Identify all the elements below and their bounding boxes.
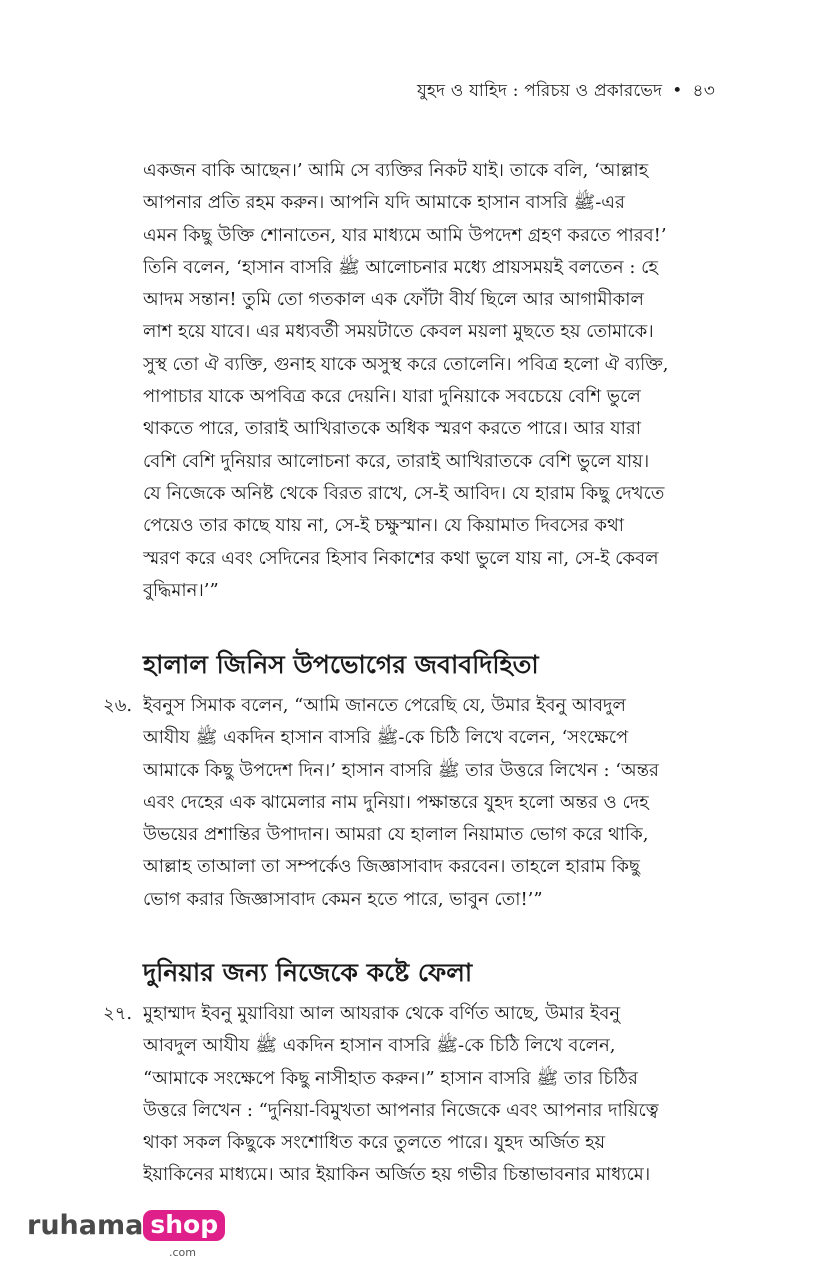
logo-text-ruhama: ruhama (27, 1210, 144, 1241)
text-line: স্মরণ করে এবং সেদিনের হিসাব নিকাশের কথা ভুলে যায় না, সে-ই কেবল (143, 547, 659, 569)
text-line: পেয়েও তার কাছে যায় না, সে-ই চক্ষুস্মান। যে কিয়ামাত দিবসের কথা (143, 515, 625, 537)
page-number: ৪৩ (692, 81, 715, 101)
text-line: ইয়াকিনের মাধ্যমে। আর ইয়াকিন অর্জিত হয় গভীর চিন্তাভাবনার মাধ্যমে। (143, 1164, 651, 1186)
text-line: পাপাচার যাকে অপবিত্র করে দেয়নি। যারা দুনিয়াকে সবচেয়ে বেশি ভুলে (143, 386, 641, 408)
text-line: এবং দেহের এক ঝামেলার নাম দুনিয়া। পক্ষান্তরে যুহদ হলো অন্তর ও দেহ (143, 791, 649, 813)
text-line: আল্লাহ তাআলা তা সম্পর্কেও জিজ্ঞাসাবাদ করবেন। তাহলে হারাম কিছু (143, 856, 640, 878)
logo-text-shop: shop (143, 1210, 225, 1241)
text-line: “আমাকে সংক্ষেপে কিছু নাসীহাত করুন।” হাসান বাসরি ﷺ তার চিঠির (143, 1067, 638, 1089)
section-heading: দুনিয়ার জন্য নিজেকে কষ্টে ফেলা (143, 958, 473, 987)
text-line: এমন কিছু উক্তি শোনাতেন, যার মাধ্যমে আমি উপদেশ গ্রহণ করতে পারব!’ (143, 224, 667, 246)
running-head (417, 78, 715, 106)
text-line: থাকা সকল কিছুকে সংশোধিত করে তুলতে পারে। যুহদ অর্জিত হয় (143, 1132, 606, 1154)
running-head-separator: • (672, 81, 683, 101)
text-line: যে নিজেকে অনিষ্ট থেকে বিরত রাখে, সে-ই আবিদ। যে হারাম কিছু দেখতে (143, 482, 665, 504)
item-number: ২৬. (103, 695, 133, 716)
text-line: বেশি বেশি দুনিয়ার আলোচনা করে, তারাই আখিরাতকে বেশি ভুলে যায়। (143, 450, 650, 472)
text-line: থাকতে পারে, তারাই আখিরাতকে অধিক স্মরণ করতে পারে। আর যারা (143, 418, 641, 440)
item-body (143, 998, 710, 1192)
text-line: ইবনুস সিমাক বলেন, “আমি জানতে পেরেছি যে, উমার ইবনু আবদুল (143, 695, 626, 716)
section-heading: হালাল জিনিস উপভোগের জবাবদিহিতা (143, 650, 539, 679)
text-line: আদম সন্তান! তুমি তো গতকাল এক ফোঁটা বীর্য ছিলে আর আগামীকাল (143, 289, 644, 311)
text-line: মুহাম্মাদ ইবনু মুয়াবিয়া আল আযরাক থেকে বর্ণিত আছে, উমার ইবনু (143, 1003, 621, 1024)
text-line: আমাকে কিছু উপদেশ দিন।’ হাসান বাসরি ﷺ তার উত্তরে লিখেন : ‘অন্তর (143, 759, 659, 781)
text-line: সুস্থ তো ঐ ব্যক্তি, গুনাহ যাকে অসুস্থ করে তোলেনি। পবিত্র হলো ঐ ব্যক্তি, (143, 353, 669, 375)
logo-text-com: .com (169, 1246, 196, 1259)
text-line: তিনি বলেন, ‘হাসান বাসরি ﷺ আলোচনার মধ্যে প্রায়সময়ই বলতেন : হে (143, 256, 658, 278)
item-number: ২৭. (103, 1003, 133, 1024)
text-line: একজন বাকি আছেন।’ আমি সে ব্যক্তির নিকট যাই। তাকে বলি, ‘আল্লাহ (143, 160, 649, 181)
item-body (143, 690, 710, 916)
running-head-title: যুহদ ও যাহিদ : পরিচয় ও প্রকারভেদ (416, 81, 663, 101)
ruhamashop-logo (27, 1210, 225, 1259)
text-line: উভয়ের প্রশান্তির উপাদান। আমরা যে হালাল নিয়ামাত ভোগ করে থাকি, (143, 824, 649, 846)
body-paragraph (143, 155, 710, 607)
text-line: ভোগ করার জিজ্ঞাসাবাদ কেমন হতে পারে, ভাবুন তো!’” (143, 888, 543, 910)
text-line: আযীয ﷺ একদিন হাসান বাসরি ﷺ-কে চিঠি লিখে বলেন, ‘সংক্ষেপে (143, 727, 629, 749)
text-line: উত্তরে লিখেন : “দুনিয়া-বিমুখতা আপনার নিজেকে এবং আপনার দায়িত্বে (143, 1099, 659, 1121)
text-line: আপনার প্রতি রহম করুন। আপনি যদি আমাকে হাসান বাসরি ﷺ-এর (143, 192, 625, 214)
text-line: বুদ্ধিমান।’” (143, 579, 219, 601)
text-line: আবদুল আযীয ﷺ একদিন হাসান বাসরি ﷺ-কে চিঠি লিখে বলেন, (143, 1035, 616, 1057)
text-line: লাশ হয়ে যাবে। এর মধ্যবর্তী সময়টাতে কেবল ময়লা মুছতে হয় তোমাকে। (143, 321, 654, 343)
